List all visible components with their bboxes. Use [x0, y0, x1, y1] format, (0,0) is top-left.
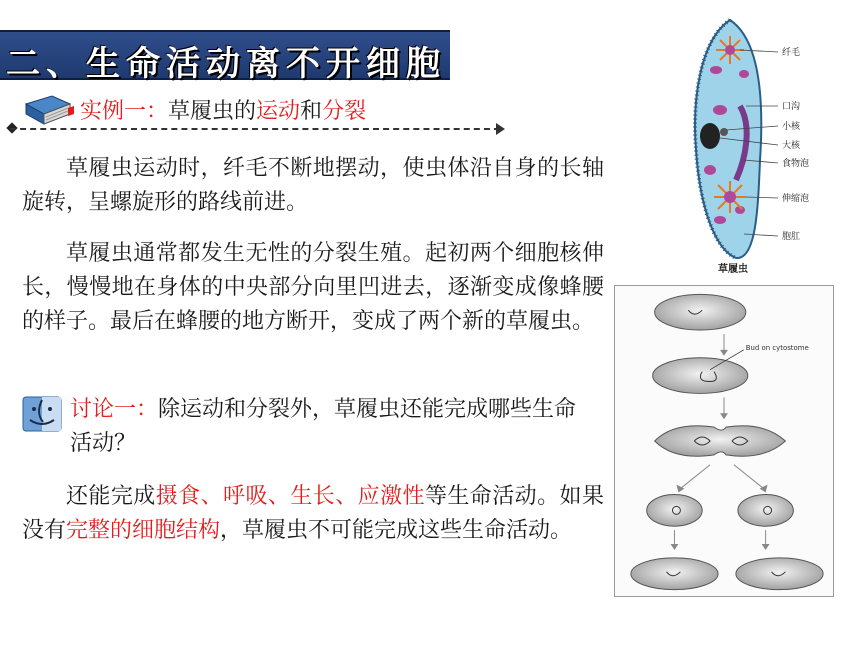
label-food-vacuole: 食物泡	[782, 159, 810, 169]
answer-part2: 等生命活动。如果没有	[22, 484, 604, 543]
example-subject: 草履虫的	[168, 99, 257, 124]
discussion-question	[70, 393, 590, 461]
label-anal-pore: 胞肛	[782, 232, 801, 242]
answer-activities: 摄食、呼吸、生长、应激性	[155, 484, 425, 509]
answer-structure: 完整的细胞结构	[66, 518, 221, 543]
answer-part3: ，草履虫不可能完成这些生命活动。	[220, 518, 573, 543]
paragraph-movement: 草履虫运动时，纤毛不断地摆动，使虫体沿自身的长轴旋转，呈螺旋形的路线前进。	[22, 156, 604, 215]
finder-face-icon	[22, 396, 62, 432]
discussion-label: 讨论一：	[70, 397, 159, 422]
title-banner	[0, 30, 450, 84]
label-bud-on-cytostome: Bud on cytostome	[745, 343, 809, 352]
example-prefix: 实例一：	[80, 99, 169, 124]
label-oral-groove: 口沟	[782, 102, 801, 112]
answer-part1: 还能完成	[66, 484, 156, 509]
label-contractile-vacuole: 伸缩泡	[782, 194, 810, 204]
example-label	[80, 94, 366, 125]
discussion-question-text: 除运动和分裂外，草履虫还能完成哪些生命活动？	[70, 397, 577, 456]
label-macronucleus: 大核	[782, 141, 801, 151]
label-micronucleus: 小核	[782, 122, 801, 132]
example-and: 和	[300, 99, 323, 124]
page-title: 二、生命活动离不开细胞	[6, 44, 446, 84]
paramecium-anatomy-diagram	[640, 10, 860, 280]
example-division: 分裂	[322, 99, 367, 124]
example-movement: 运动	[256, 99, 301, 124]
binary-fission-diagram	[614, 285, 834, 597]
paragraph-division: 草履虫通常都发生无性的分裂生殖。起初两个细胞核伸长，慢慢地在身体的中央部分向里凹进去，逐渐变成像蜂腰的样子。最后在蜂腰的地方断开，变成了两个新的草履虫。	[22, 241, 604, 334]
divider-arrow-icon	[496, 123, 505, 135]
label-cilia: 纤毛	[782, 48, 801, 58]
diagram-caption: 草履虫	[718, 264, 748, 275]
book-icon	[22, 94, 74, 126]
paragraph-answer	[22, 480, 604, 548]
divider-dashed-line	[10, 128, 500, 130]
